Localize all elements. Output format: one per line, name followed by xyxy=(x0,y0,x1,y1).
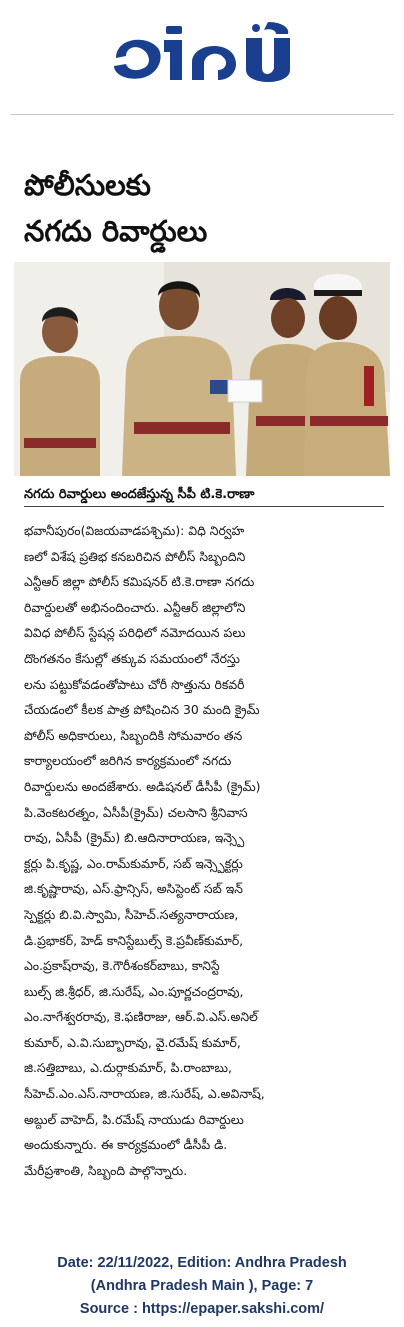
caption-divider xyxy=(24,506,384,507)
body-line: వివిధ పోలీస్ స్టేషన్ల పరిధిలో నమోదయిన పలు xyxy=(24,625,246,641)
cash-envelope xyxy=(228,380,262,402)
news-photo xyxy=(14,262,390,476)
body-line: లను పట్టుకోవడంతోపాటు చోరీ సొత్తును రికవరీ xyxy=(24,676,245,692)
body-line: రివార్డులతో అభినందించారు. ఎన్టీఆర్ జిల్లాలోని xyxy=(24,599,246,615)
body-line: జి.సత్తిబాబు, ఎ.దుర్గాకుమార్, పి.రాంబాబు, xyxy=(24,1060,232,1076)
body-line: కుమార్, ఎ.వి.సుబ్బారావు, వై.రమేష్ కుమార్, xyxy=(24,1034,241,1050)
headline xyxy=(24,162,384,254)
body-line: ఎన్టీఆర్ జిల్లా పోలీస్ కమిషనర్ టి.కె.రాణా నగదు xyxy=(24,574,255,590)
body-line: ఎం.నాగేశ్వరరావు, కె.ఫణిరాజు, ఆర్.వి.ఎస్.అనిల్ xyxy=(24,1009,258,1025)
body-line: ణలో విశేష ప్రతిభ కనబరిచిన పోలీస్ సిబ్బందిని xyxy=(24,548,246,564)
body-line: జి.కృష్ణారావు, ఎస్.ఫ్రాన్సిస్, అసిస్టెంట్ సబ్ ఇన్ xyxy=(24,881,244,897)
photo-caption: నగదు రివార్డులు అందజేస్తున్న సీపీ టి.కె.రాణా xyxy=(24,487,255,502)
body-line: రివార్డులను అందజేశారు. అడిషనల్ డీసీపీ (క్రైమ్) xyxy=(24,778,261,794)
masthead-divider xyxy=(10,114,394,115)
body-line: పి.వెంకటరత్నం, ఏసీపీ(క్రైమ్) చలసాని శ్రీనివాస xyxy=(24,804,248,820)
footer-source: Source : https://epaper.sakshi.com/ xyxy=(79,1301,325,1317)
masthead xyxy=(10,0,394,112)
source-footer xyxy=(0,1252,404,1321)
body-line: దొంగతనం కేసుల్లో తక్కువ సమయంలో నేరస్తు xyxy=(24,650,240,666)
body-line: బుల్స్ జి.శ్రీధర్, జి.సురేష్, ఎం.పూర్ణచంద్రరావు, xyxy=(24,983,244,999)
article-body xyxy=(24,518,384,1183)
headline-line-2: నగదు రివార్డులు xyxy=(24,214,208,248)
body-line: సీహెచ్.ఎం.ఎస్.నారాయణ, జి.సురేష్, ఎ.అవినాష్, xyxy=(24,1086,265,1102)
sakshi-logo xyxy=(106,18,306,88)
body-line: అబ్దుల్ వాహెద్, పి.రమేష్ నాయుడు రివార్డులు xyxy=(24,1111,244,1127)
body-line: మేరీప్రశాంతి, సిబ్బంది పాల్గొన్నారు. xyxy=(24,1162,188,1178)
newspaper-clipping xyxy=(10,0,394,1240)
body-line: డి.ప్రభాకర్, హెడ్ కానిస్టేబుల్స్ కె.ప్రవీణ్‌కుమార్, xyxy=(24,932,244,948)
body-line: చేయడంలో కీలక పాత్ర పోషించిన 30 మంది క్రైమ్ xyxy=(24,702,260,718)
body-line: స్పెక్టర్లు బి.వి.స్వామి, సీహెచ్.సత్యనారాయణ, xyxy=(24,906,239,922)
police-award-photo xyxy=(14,262,390,476)
footer-date-edition: Date: 22/11/2022, Edition: Andhra Pradesh xyxy=(57,1255,347,1271)
footer-edition-page: (Andhra Pradesh Main ), Page: 7 xyxy=(90,1278,314,1294)
body-line: కార్యాలయంలో జరిగిన కార్యక్రమంలో నగదు xyxy=(24,753,232,769)
body-line: అందుకున్నారు. ఈ కార్యక్రమంలో డీసీపీ డి. xyxy=(24,1137,228,1153)
body-line: రావు, ఏసీపీ (క్రైమ్) బి.ఆదినారాయణ, ఇన్స్పె xyxy=(24,830,245,846)
body-line: పోలీస్ అధికారులు, సిబ్బందికి సోమవారం తన xyxy=(24,727,243,743)
body-line: క్టర్లు పి.కృష్ణ, ఎం.రామ్‌కుమార్, సబ్ ఇన్స్పెక్టర్లు xyxy=(24,855,243,871)
body-line: ఎం.ప్రకాష్‌రావు, కె.గౌరీశంకర్‌బాబు, కానిస్టే xyxy=(24,958,220,974)
body-line: భవానీపురం(విజయవాడపశ్చిమ): విధి నిర్వహ xyxy=(24,523,245,538)
headline-line-1: పోలీసులకు xyxy=(24,168,151,202)
